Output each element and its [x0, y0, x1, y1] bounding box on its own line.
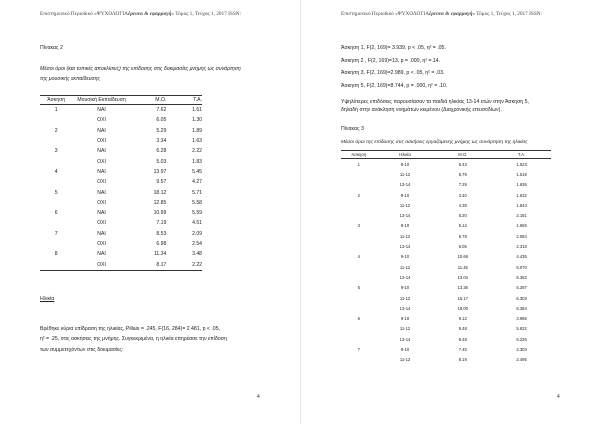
table3-cell: 3.40 — [458, 192, 467, 198]
page-number: 4 — [557, 394, 560, 400]
table3-row — [341, 231, 551, 241]
table2-row — [40, 136, 202, 146]
table2-row — [40, 177, 202, 187]
table2-cell — [40, 177, 72, 187]
table2-cell: 1.83 — [192, 158, 202, 165]
table3-caption: Μέσοι όροι της επίδοσης στις ασκήσεις εργαζόμενης μνήμης ως συνάρτηση της ηλικίας — [341, 140, 528, 145]
table2-row — [40, 126, 202, 136]
table3-cell: 5.070 — [516, 264, 527, 270]
table3-cell: 11-12 — [399, 264, 411, 270]
table2-cell: 3 — [54, 148, 58, 155]
table3-cell: 5.363 — [516, 274, 527, 280]
table2-cell — [40, 239, 72, 249]
table3-cell: 5.287 — [516, 285, 527, 291]
table2-col-sd: Τ.Α. — [166, 96, 202, 105]
table2-caption-line1: Μέσοι όροι (και τυπικές αποκλίσεις) της επίδοσης στις δοκιμασίες μνήμης ως συνάρτηση — [40, 66, 241, 72]
table3-cell: 7 — [357, 346, 361, 352]
table3-cell: 6.79 — [458, 171, 467, 177]
table3-header-row — [341, 151, 551, 159]
table3-cell: 3.965 — [516, 316, 527, 322]
table3-row — [341, 169, 551, 179]
stats-line-4: Άσκηση 5, F(2, 169)=8.744, p = .000, η² = .10. — [341, 83, 448, 89]
table3-cell: 6.05 — [458, 244, 467, 250]
stats-line-1: Άσκηση 1, F(2, 169)= 3.939, p < .05, η² = .05. — [341, 45, 446, 51]
table2-cell: ΟΧΙ — [97, 117, 106, 124]
table3-cell: 7.45 — [458, 346, 467, 352]
table3-cell: 4.38 — [458, 202, 467, 208]
table3-cell: 2.303 — [516, 346, 527, 352]
table2-cell: 7.62 — [156, 107, 167, 114]
table3-row — [341, 303, 551, 313]
table2-cell: ΟΧΙ — [97, 241, 106, 247]
table3-cell: 1.632 — [516, 192, 527, 198]
table3-cell: 13-14 — [399, 213, 411, 219]
table2-cell: ΝΑΙ — [97, 210, 106, 217]
right-page — [300, 0, 600, 424]
table2-row — [40, 208, 202, 218]
table3-cell: 9-10 — [400, 223, 410, 229]
table3-cell: 13-14 — [399, 182, 411, 188]
age-paragraph-line2: η² = .25, στις ασκήσεις της μνήμης. Συγκεκριμένα, η ηλικία επηρέασε την επίδοση — [40, 336, 227, 342]
table2-cell: 18.12 — [153, 189, 167, 196]
table2 — [40, 95, 202, 271]
header-prefix: Επιστημονικό Περιοδικό «ΨΥΧΟΛΟΓΙΑ — [40, 11, 129, 17]
table3-col-mean: Μ.Ο. — [433, 151, 492, 159]
age-paragraph-line1: Βρέθηκε κύρια επίδραση της ηλικίας, Pillais = .245, F(16, 284)= 2.481, p < .05, — [40, 326, 221, 332]
table2-cell: ΟΧΙ — [97, 199, 106, 206]
table2-cell: 8.17 — [131, 259, 167, 270]
table2-cell: ΟΧΙ — [97, 179, 106, 186]
table3-cell: 11.45 — [457, 264, 468, 270]
table2-cell: 1.30 — [192, 117, 202, 124]
table3-col-age: Ηλικία — [377, 151, 434, 159]
table3-cell: 6 — [357, 316, 361, 322]
table3-cell: 5.832 — [516, 326, 527, 332]
table3-cell: 11-12 — [399, 295, 411, 301]
table2-cell: 2.22 — [166, 259, 202, 270]
table2-cell — [40, 259, 72, 270]
table3-cell: 13-14 — [399, 274, 411, 280]
table2-cell: ΝΑΙ — [97, 107, 106, 114]
table3-cell — [341, 231, 377, 241]
table3-cell: 8.19 — [458, 357, 467, 363]
table2-cell: 6.05 — [156, 117, 167, 124]
table2-cell: ΝΑΙ — [97, 230, 106, 237]
table3-cell: 9-10 — [400, 316, 410, 322]
running-header — [341, 11, 542, 17]
result-note-line2: δηλαδή στην ανάκληση νοημάτων κειμένου (Διαχρονικής επεισοδίων). — [341, 107, 502, 113]
table3-cell: 9-10 — [400, 192, 410, 198]
table2-col-music: Μουσική Εκπαίδευση — [72, 96, 130, 105]
table3-cell: 2.181 — [516, 213, 527, 219]
table3-cell — [341, 241, 377, 251]
age-paragraph-line3: των συμμετεχόντων στις δοκιμασίες: — [40, 347, 124, 353]
table2-cell: 3.34 — [156, 138, 167, 145]
table3-cell: 15.17 — [457, 295, 469, 301]
table2-cell: 2.09 — [192, 230, 202, 237]
table3-row — [341, 241, 551, 251]
table2-row — [40, 167, 202, 177]
table2-cell: 3.48 — [192, 251, 202, 258]
table2-col-exercise: Άσκηση — [40, 96, 72, 105]
table3-row — [341, 190, 551, 200]
table2-cell: 8 — [54, 251, 58, 258]
table3-row — [341, 313, 551, 323]
table2-cell: 1.89 — [192, 127, 202, 134]
table3-row — [341, 210, 551, 220]
table2-row — [40, 115, 202, 125]
table2-cell: 4.27 — [192, 179, 202, 186]
table3-cell: 2.084 — [516, 233, 527, 239]
table2-cell: 5 — [54, 189, 58, 196]
header-journal-title: έρευνα & εφαρμογή — [128, 11, 172, 17]
table3-cell: 13-14 — [399, 305, 411, 311]
table2-row — [40, 187, 202, 197]
table3-cell: 13.04 — [457, 274, 469, 280]
table3-row — [341, 272, 551, 282]
table3-cell: 9-10 — [400, 285, 410, 291]
table2-row — [40, 105, 202, 116]
table3-cell: 1.843 — [516, 202, 527, 208]
table3-cell: 2 — [357, 192, 361, 198]
table3-cell: 13.36 — [457, 285, 469, 291]
table2-cell — [40, 115, 72, 125]
table2-cell: ΝΑΙ — [97, 251, 106, 258]
table3-cell: 9-10 — [400, 346, 410, 352]
table3-cell: 1.519 — [516, 171, 527, 177]
table2-cell: 1.63 — [192, 138, 202, 145]
table2-cell: 7 — [54, 230, 58, 237]
table3-row — [341, 262, 551, 272]
table2-cell: ΟΧΙ — [97, 138, 106, 145]
table3-row — [341, 355, 551, 365]
table3-row — [341, 293, 551, 303]
table2-col-mean: Μ.Ο. — [131, 96, 167, 105]
table3-row — [341, 200, 551, 210]
table3-cell — [341, 272, 377, 282]
table3-cell: 11-12 — [399, 326, 411, 332]
table2-cell: 12.85 — [153, 199, 167, 206]
table2-cell: 6.98 — [156, 241, 167, 247]
table2-cell: 5.29 — [156, 127, 167, 134]
table3-cell: 6.43 — [458, 161, 467, 167]
table3-row — [341, 344, 551, 354]
header-suffix: » Τόμος 1, Τεύχος 1, 2017 ISSN: — [171, 11, 242, 17]
table2-cell: 2.54 — [192, 241, 202, 247]
table3-cell: 7.29 — [458, 182, 467, 188]
table2-cell: 1.61 — [192, 107, 202, 114]
table3-cell: 9.48 — [458, 336, 467, 342]
table2-cell: 7.19 — [156, 220, 167, 227]
table3-cell: 1.636 — [516, 182, 527, 188]
table3-col-sd: Τ.Α. — [492, 151, 551, 159]
table3-cell: 5 — [357, 285, 361, 291]
table2-cell: 2.22 — [192, 148, 202, 155]
header-prefix: Επιστημονικό Περιοδικό «ΨΥΧΟΛΟΓΙΑ — [341, 11, 430, 17]
table3-cell: 6.303 — [516, 295, 527, 301]
table2-cell — [40, 136, 72, 146]
table3-cell: 9-10 — [400, 254, 410, 260]
table2-cell: 9.57 — [156, 179, 167, 186]
table2-cell: 10.99 — [153, 210, 167, 217]
table2-cell: 5.03 — [156, 158, 167, 165]
table2-cell: 5.59 — [192, 210, 202, 217]
table2-row — [40, 259, 202, 270]
table2-header-row — [40, 96, 202, 105]
table3-cell: 5.20 — [458, 213, 467, 219]
table2-cell — [40, 198, 72, 208]
table3-cell: 18.00 — [457, 305, 469, 311]
result-note-line1: Υψηλότερες επιδόσεις παρουσίασαν τα παιδιά ηλικίας 13-14 ετών στην Άσκηση 5, — [341, 99, 529, 105]
table3-cell — [341, 262, 377, 272]
table3-cell: 8.48 — [458, 326, 467, 332]
table2-cell: 8.53 — [156, 230, 167, 237]
table2-cell: 13.97 — [153, 168, 167, 175]
table2-cell: ΝΑΙ — [97, 189, 106, 196]
table3-row — [341, 324, 551, 334]
table3-cell: 6.226 — [516, 336, 527, 342]
table2-cell: ΟΧΙ — [97, 220, 106, 227]
running-header — [40, 11, 241, 17]
table2-row — [40, 198, 202, 208]
table2-row — [40, 249, 202, 259]
table3-cell: 11-12 — [399, 202, 411, 208]
table2-cell: ΝΑΙ — [97, 168, 106, 175]
table2-caption-line2: της μουσικής εκπαίδευσης — [40, 76, 101, 82]
table2-row — [40, 239, 202, 249]
table3-cell — [341, 303, 377, 313]
table3-cell — [341, 355, 377, 365]
table3-cell: 11-12 — [399, 233, 411, 239]
table2-label: Πίνακας 2 — [40, 45, 63, 51]
table2-row — [40, 156, 202, 166]
table2-row — [40, 146, 202, 156]
table3-cell: 10.66 — [457, 254, 469, 260]
table3 — [341, 150, 551, 365]
header-journal-title: έρευνα & εφαρμογή — [429, 11, 473, 17]
table3-cell: 2.495 — [516, 357, 527, 363]
header-suffix: » Τόμος 1, Τεύχος 1, 2017 ISSN: — [472, 11, 543, 17]
table3-cell — [341, 180, 377, 190]
table3-cell: 1.523 — [516, 161, 527, 167]
table3-cell — [341, 324, 377, 334]
table2-cell: ΝΑΙ — [97, 127, 106, 134]
table3-cell: 3 — [357, 223, 361, 229]
section-heading-age: Ηλικία — [40, 296, 55, 302]
table3-cell: 4.435 — [516, 254, 527, 260]
table3-cell — [341, 200, 377, 210]
table3-label: Πίνακας 3 — [341, 126, 364, 132]
table2-cell: 11.34 — [153, 251, 167, 258]
table3-cell: 9.12 — [458, 316, 467, 322]
stats-line-3: Άσκηση 3, F(2, 169)=2.989, p < .05, η² = .03. — [341, 70, 445, 76]
table2-row — [40, 229, 202, 239]
table2-row — [40, 218, 202, 228]
table3-cell: 13-14 — [399, 336, 411, 342]
table3-cell: 1 — [357, 161, 361, 167]
table3-cell: 6.364 — [516, 305, 527, 311]
table2-cell: 5.71 — [192, 189, 202, 196]
table2-cell: 2 — [54, 127, 58, 134]
table2-cell — [40, 156, 72, 166]
table2-cell: 5.58 — [192, 199, 202, 206]
table2-cell — [40, 218, 72, 228]
table3-cell: 1.655 — [516, 223, 527, 229]
table3-col-exercise: Άσκηση — [341, 151, 377, 159]
table3-cell: 9-10 — [400, 161, 410, 167]
table2-cell: 4.51 — [192, 220, 202, 227]
table3-cell: 4 — [357, 254, 361, 260]
table3-row — [341, 180, 551, 190]
table3-cell — [341, 169, 377, 179]
table2-cell: 6.28 — [156, 148, 167, 155]
table3-row — [341, 221, 551, 231]
table2-cell: ΝΑΙ — [97, 148, 106, 155]
table3-cell — [341, 293, 377, 303]
table2-cell: 5.45 — [192, 168, 202, 175]
table3-cell — [341, 210, 377, 220]
table3-row — [341, 283, 551, 293]
table2-cell: ΟΧΙ — [97, 158, 106, 165]
stats-line-2: Άσκηση 2 , F(2, 169)=13, p = .000, η² =.14. — [341, 58, 441, 64]
table3-row — [341, 159, 551, 170]
table3-cell — [341, 334, 377, 344]
table2-cell: 6 — [54, 210, 58, 217]
table3-cell: 13-14 — [399, 244, 411, 250]
table3-cell: 5.78 — [458, 233, 467, 239]
page-number: 4 — [257, 394, 260, 400]
table2-cell: 4 — [54, 168, 58, 175]
table3-cell: 11-12 — [399, 357, 411, 363]
table3-row — [341, 252, 551, 262]
table3-cell: 5.12 — [458, 223, 467, 229]
table2-cell: ΟΧΙ — [72, 259, 130, 270]
table3-row — [341, 334, 551, 344]
table2-cell: 1 — [54, 107, 58, 114]
table3-cell: 2.318 — [516, 244, 527, 250]
table3-cell: 11-12 — [399, 171, 411, 177]
